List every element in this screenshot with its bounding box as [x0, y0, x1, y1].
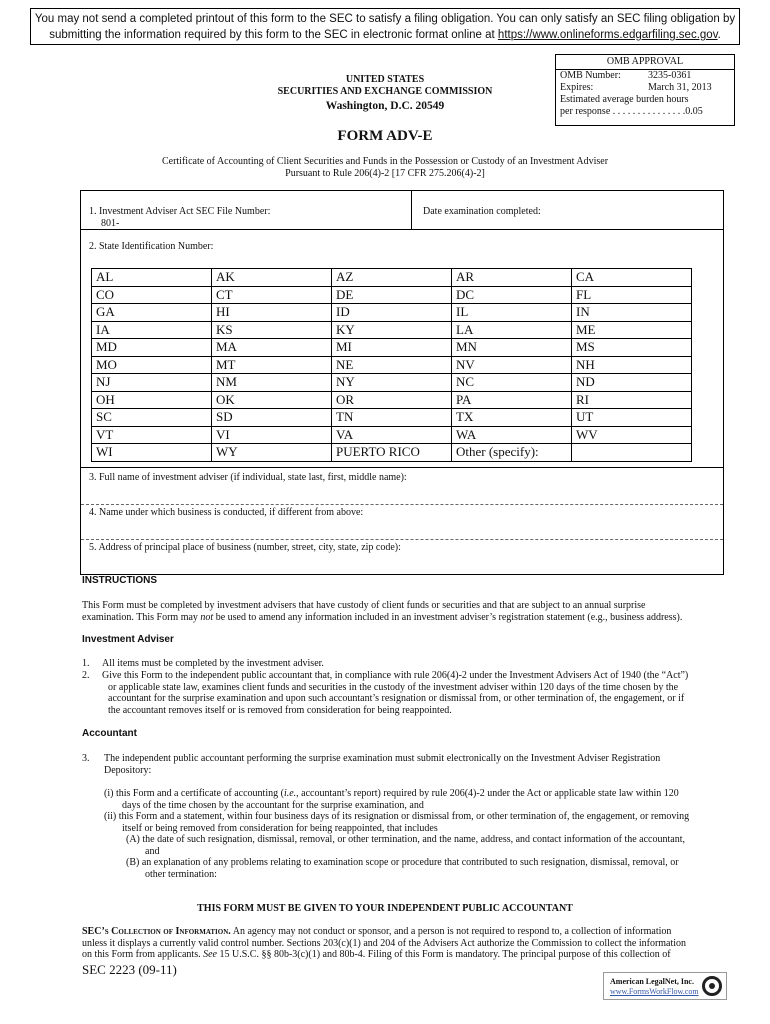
subitem-i-line-1 — [104, 788, 734, 800]
omb-number-value: 3235-0361 — [648, 70, 692, 81]
state-row — [92, 444, 692, 462]
row-divider — [81, 504, 723, 505]
instructions-intro-line-2 — [82, 612, 732, 624]
omb-header: OMB APPROVAL — [556, 55, 734, 70]
state-row — [92, 339, 692, 357]
state-row — [92, 409, 692, 427]
state-option[interactable]: NV — [452, 356, 572, 374]
state-option[interactable]: IL — [452, 304, 572, 322]
state-option[interactable]: CO — [92, 286, 212, 304]
give-to-accountant-notice: THIS FORM MUST BE GIVEN TO YOUR INDEPENDENT PUBLIC ACCOUNTANT — [197, 903, 573, 914]
omb-approval-box — [555, 54, 735, 126]
state-option[interactable]: VI — [212, 426, 332, 444]
state-option[interactable]: NH — [572, 356, 692, 374]
notice-line-1: You may not send a completed printout of this form to the SEC to satisfy a filing obligation. You can only satisfy an SEC filing obligation by — [34, 13, 736, 25]
state-row — [92, 391, 692, 409]
subitem-a-line-1: (A) the date of such resignation, dismissal, removal, or other termination, and the name, address, and contact information of the accountant, — [126, 834, 685, 845]
collection-line-1 — [82, 926, 732, 938]
state-option[interactable]: MA — [212, 339, 332, 357]
sec-file-number-label: 1. Investment Adviser Act SEC File Number: — [89, 206, 271, 217]
notice-line-2-text: submitting the information required by this form to the SEC in electronic format online at — [49, 29, 498, 41]
subitem-b-line-2: other termination: — [145, 868, 217, 880]
intro-not: not — [200, 611, 214, 623]
agency-line-1: UNITED STATES — [345, 74, 425, 85]
state-option[interactable]: ID — [332, 304, 452, 322]
state-option[interactable]: OR — [332, 391, 452, 409]
instruction-item-1 — [82, 658, 732, 670]
electronic-filing-notice — [30, 8, 740, 45]
state-option[interactable]: IA — [92, 321, 212, 339]
state-option[interactable]: AL — [92, 269, 212, 287]
omb-number-label: OMB Number: — [560, 70, 621, 81]
state-option[interactable]: NJ — [92, 374, 212, 392]
date-completed-label: Date examination completed: — [423, 206, 541, 217]
field-divider — [411, 191, 412, 229]
business-name-label[interactable]: 4. Name under which business is conducted, if different from above: — [89, 507, 364, 518]
subitem-i-ie: i.e. — [283, 788, 297, 799]
state-option[interactable]: MD — [92, 339, 212, 357]
state-option[interactable]: HI — [212, 304, 332, 322]
state-option[interactable]: MN — [452, 339, 572, 357]
item-3-line-2: Depository: — [104, 764, 152, 776]
omb-expires-label: Expires: — [560, 82, 594, 93]
state-option[interactable]: SC — [92, 409, 212, 427]
state-option[interactable]: OH — [92, 391, 212, 409]
item-3-number: 3. — [82, 753, 90, 764]
state-option[interactable]: AR — [452, 269, 572, 287]
state-option[interactable]: AZ — [332, 269, 452, 287]
instruction-item-2 — [82, 670, 732, 716]
state-option[interactable]: UT — [572, 409, 692, 427]
form-subtitle — [0, 156, 770, 180]
state-option[interactable]: WA — [452, 426, 572, 444]
collection-of-information — [82, 926, 732, 961]
item-2-line-2: or applicable state law, examines client funds and securities in the custody of the investment adviser within 120 days of the time chosen by the — [108, 681, 679, 693]
publisher-logo-icon — [702, 976, 722, 996]
omb-burden-line-1: Estimated average burden hours — [560, 94, 689, 105]
accountant-heading: Accountant — [82, 728, 137, 739]
state-option[interactable]: PA — [452, 391, 572, 409]
item-2-line-4: the accountant removes itself or is removed from consideration for being reappointed. — [108, 704, 452, 716]
state-option[interactable]: FL — [572, 286, 692, 304]
item-2-line-3: accountant for the surprise examination and upon such accountant’s resignation or dismissal from, or other termination of, the engagement, or if — [108, 693, 685, 704]
state-row — [92, 356, 692, 374]
row-divider — [81, 467, 723, 468]
state-id-label: 2. State Identification Number: — [89, 241, 214, 252]
form-number: SEC 2223 (09-11) — [82, 962, 177, 977]
state-option[interactable]: LA — [452, 321, 572, 339]
state-option[interactable]: AK — [212, 269, 332, 287]
state-row — [92, 286, 692, 304]
subitem-a-line-2: and — [145, 845, 160, 857]
state-option[interactable]: VT — [92, 426, 212, 444]
state-option[interactable]: GA — [92, 304, 212, 322]
state-option[interactable]: Other (specify): — [452, 444, 572, 462]
date-completed-field[interactable] — [423, 206, 541, 218]
collection-text-3b: 15 U.S.C. §§ 80b-3(c)(1) and 80b-4. Filing of this Form is mandatory. The principal purpose of this collection of — [217, 949, 671, 960]
state-option[interactable]: ND — [572, 374, 692, 392]
state-row — [92, 304, 692, 322]
form-fields-box — [80, 190, 724, 575]
state-identification-grid — [91, 268, 692, 462]
item-2-line-1: Give this Form to the independent public accountant that, in compliance with rule 206(4)-2 under the Investment Advisers Act of 1940 (the “Act”) — [102, 670, 689, 681]
adviser-name-label[interactable]: 3. Full name of investment adviser (if individual, state last, first, middle name): — [89, 472, 407, 483]
agency-line-3: Washington, D.C. 20549 — [325, 100, 445, 112]
principal-address-label[interactable]: 5. Address of principal place of business (number, street, city, state, zip code): — [89, 542, 401, 553]
state-option[interactable]: MS — [572, 339, 692, 357]
state-option[interactable]: NE — [332, 356, 452, 374]
subitem-i-text-b: , accountant’s report) required by rule 206(4)-2 under the Act or applicable state law within 120 — [296, 788, 679, 799]
collection-see: See — [203, 949, 217, 960]
state-option[interactable]: ME — [572, 321, 692, 339]
publisher-logo-box — [603, 972, 727, 1000]
state-option[interactable]: DC — [452, 286, 572, 304]
sec-file-number-prefix: 801- — [101, 218, 120, 229]
intro-text-a: examination. This Form may — [82, 611, 201, 623]
subitem-b-line-1: (B) an explanation of any problems relating to examination scope or procedure that contributed to such resignation, dismissal, removal, or — [126, 857, 679, 868]
state-option[interactable]: NC — [452, 374, 572, 392]
instructions-intro — [82, 600, 732, 623]
state-option[interactable]: TX — [452, 409, 572, 427]
form-title: FORM ADV-E — [337, 128, 433, 144]
state-option[interactable] — [572, 444, 692, 462]
omb-expires-value: March 31, 2013 — [648, 82, 712, 93]
item-1-text: All items must be completed by the investment adviser. — [102, 658, 324, 669]
publisher-link[interactable]: www.FormsWorkFlow.com — [610, 987, 699, 996]
state-option[interactable]: IN — [572, 304, 692, 322]
form-subtitle-line-2: Pursuant to Rule 206(4)-2 [17 CFR 275.206(4)-2] — [285, 168, 485, 179]
form-subtitle-line-1: Certificate of Accounting of Client Securities and Funds in the Possession or Custody of an Investment Adviser — [161, 156, 609, 167]
state-option[interactable]: WV — [572, 426, 692, 444]
collection-heading: SEC’s Collection of Information. — [82, 926, 231, 937]
state-option[interactable]: NM — [212, 374, 332, 392]
omb-expires-row — [556, 82, 734, 94]
state-option[interactable]: CA — [572, 269, 692, 287]
subitem-i-line-2: days of the time chosen by the accountant for the surprise examination, and — [122, 799, 424, 811]
collection-line-2: unless it displays a currently valid control number. Sections 203(c)(1) and 204 of the Advisers Act authorize the Commission to collect the information — [82, 937, 687, 949]
publisher-name: American LegalNet, Inc. — [610, 977, 694, 986]
subitem-ii-line-1: (ii) this Form and a statement, within four business days of its resignation or dismissal from, or other termination of, the engagement, or removing — [104, 811, 690, 822]
state-option[interactable]: MO — [92, 356, 212, 374]
state-option[interactable]: MT — [212, 356, 332, 374]
state-option[interactable]: NY — [332, 374, 452, 392]
state-row — [92, 269, 692, 287]
state-option[interactable]: MI — [332, 339, 452, 357]
subitem-i-text-a: (i) this Form and a certificate of accounting ( — [104, 788, 284, 799]
row-divider — [81, 539, 723, 540]
omb-burden-line-2: per response . . . . . . . . . . . . . . .0.05 — [560, 106, 703, 117]
state-option[interactable]: RI — [572, 391, 692, 409]
subitem-ii-line-2: itself or being removed from consideration for being reappointed, that includes — [122, 822, 438, 834]
state-option[interactable]: KS — [212, 321, 332, 339]
agency-header — [230, 74, 540, 114]
intro-text-b: be used to amend any information included in an investment adviser’s registration statement (e.g., business address). — [213, 611, 683, 623]
notice-line-2 — [31, 27, 739, 43]
agency-line-2: SECURITIES AND EXCHANGE COMMISSION — [277, 86, 493, 97]
state-option[interactable]: DE — [332, 286, 452, 304]
item-3-subitem-ii — [104, 811, 734, 880]
collection-line-3 — [82, 949, 732, 961]
instructions-intro-line-1: This Form must be completed by investment advisers that have custody of client funds or securities and that are subject to an annual surprise — [82, 600, 646, 611]
state-option[interactable]: PUERTO RICO — [332, 444, 452, 462]
notice-line-2-end: . — [717, 29, 721, 41]
omb-number-row — [556, 70, 734, 82]
state-option[interactable]: KY — [332, 321, 452, 339]
filing-url-link[interactable]: https://www.onlineforms.edgarfiling.sec.gov — [497, 29, 718, 41]
state-option[interactable]: SD — [212, 409, 332, 427]
instruction-item-3 — [82, 753, 732, 776]
collection-text-1: An agency may not conduct or sponsor, and a person is not required to respond to, a collection of information — [230, 926, 672, 937]
state-option[interactable]: CT — [212, 286, 332, 304]
state-row — [92, 426, 692, 444]
state-option[interactable]: WI — [92, 444, 212, 462]
investment-adviser-heading: Investment Adviser — [82, 634, 174, 645]
item-3-subitem-i — [104, 788, 734, 811]
sec-file-number-field[interactable] — [89, 206, 270, 230]
state-option[interactable]: OK — [212, 391, 332, 409]
item-3-line-1: The independent public accountant performing the surprise examination must submit electronically on the Investment Adviser Registration — [104, 753, 661, 764]
item-1-number: 1. — [82, 658, 90, 669]
collection-text-3a: on this Form from applicants. — [82, 949, 204, 960]
state-row — [92, 321, 692, 339]
state-option[interactable]: WY — [212, 444, 332, 462]
state-option[interactable]: TN — [332, 409, 452, 427]
state-row — [92, 374, 692, 392]
item-2-number: 2. — [82, 670, 90, 681]
state-option[interactable]: VA — [332, 426, 452, 444]
instructions-heading: INSTRUCTIONS — [82, 575, 157, 586]
